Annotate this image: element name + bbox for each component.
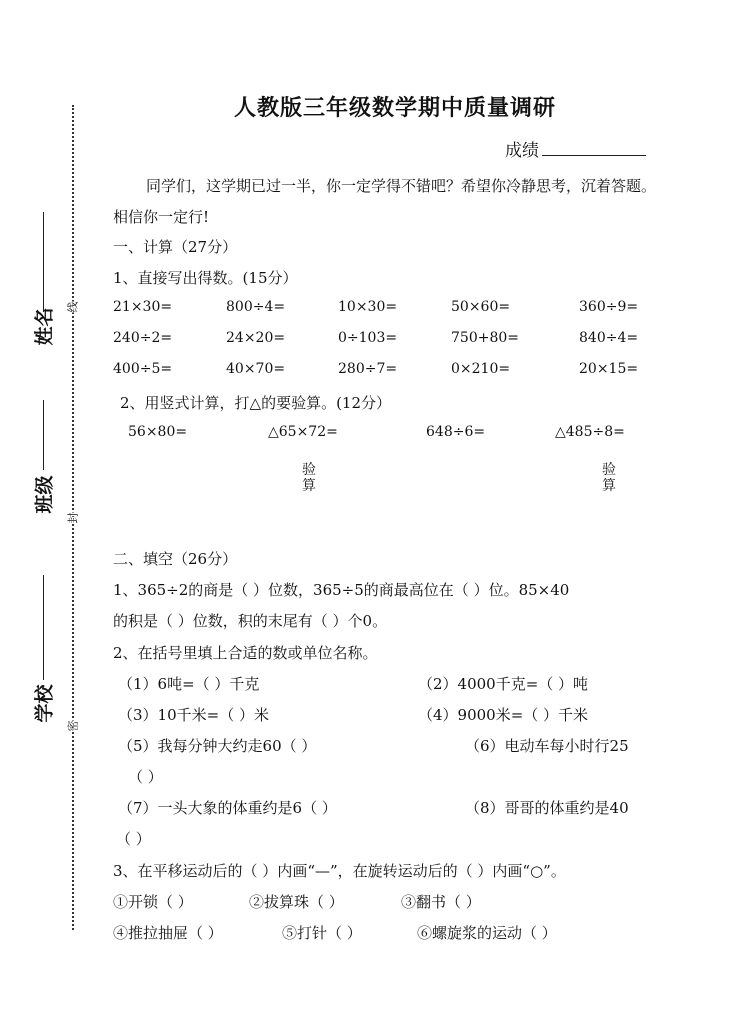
school-label: 学校 xyxy=(33,684,56,723)
seal-char-secret: 密 xyxy=(63,721,83,732)
motion-item: ③翻书（ ） xyxy=(401,893,481,911)
school-fill-line xyxy=(43,575,44,680)
calc-item: 360÷9= xyxy=(579,299,639,315)
calc-item: 40×70= xyxy=(226,361,286,377)
motion-item: ⑥螺旋浆的运动（ ） xyxy=(417,924,557,942)
calc-item: 400÷5= xyxy=(113,361,173,377)
section2-q3-heading: 3、在平移运动后的（ ）内画“—”，在旋转运动后的（ ）内画“○”。 xyxy=(113,862,566,880)
calc-item: 240÷2= xyxy=(113,330,173,346)
seal-char-line: 线 xyxy=(63,302,83,313)
calc-item: 800÷4= xyxy=(226,299,286,315)
fill-item: （2）4000千克=（ ）吨 xyxy=(418,675,589,693)
calc-item: 840÷4= xyxy=(579,330,639,346)
verify-label: 验算 xyxy=(302,462,316,494)
score-label: 成绩 xyxy=(505,141,539,161)
section1-heading: 一、计算（27分） xyxy=(113,238,238,256)
fill-item: （ ） xyxy=(128,768,163,786)
fill-item: （3）10千米=（ ）米 xyxy=(118,706,269,724)
fill-item: （7）一头大象的体重约是6（ ） xyxy=(118,799,337,817)
calc-item: 21×30= xyxy=(113,299,173,315)
section1-q2-heading: 2、用竖式计算，打△的要验算。(12分） xyxy=(120,394,392,412)
intro-line-2: 相信你一定行! xyxy=(113,208,210,226)
fill-item: （ ） xyxy=(116,830,151,848)
vertical-calc-item: 56×80= xyxy=(128,424,188,440)
calc-item: 24×20= xyxy=(226,330,286,346)
score-fill-line xyxy=(542,155,646,156)
vertical-calc-item: △485÷8= xyxy=(555,424,625,440)
fill-item: （6）电动车每小时行25 xyxy=(465,737,629,755)
section2-q1-line-2: 的积是（ ）位数，积的末尾有（ ）个0。 xyxy=(113,612,388,630)
section1-q1-heading: 1、直接写出得数。(15分） xyxy=(113,269,298,287)
fill-item: （1）6吨=（ ）千克 xyxy=(118,675,260,693)
verify-label: 验算 xyxy=(602,462,616,494)
calc-item: 20×15= xyxy=(579,361,639,377)
vertical-calc-item: △65×72= xyxy=(268,424,338,440)
seal-char-seal: 封 xyxy=(63,513,83,524)
name-label: 姓名 xyxy=(33,307,56,346)
calc-item: 50×60= xyxy=(451,299,511,315)
motion-item: ①开锁（ ） xyxy=(113,893,193,911)
calc-item: 0÷103= xyxy=(338,330,398,346)
name-fill-line xyxy=(43,212,44,312)
calc-item: 10×30= xyxy=(338,299,398,315)
calc-item: 0×210= xyxy=(451,361,511,377)
fill-item: （8）哥哥的体重约是40 xyxy=(465,799,629,817)
section2-heading: 二、填空（26分） xyxy=(113,550,238,568)
motion-item: ②拔算珠（ ） xyxy=(249,893,344,911)
section2-q1-line-1: 1、365÷2的商是（ ）位数，365÷5的商最高位在（ ）位。85×40 xyxy=(113,581,570,599)
fill-item: （5）我每分钟大约走60（ ） xyxy=(118,737,317,755)
page-title: 人教版三年级数学期中质量调研 xyxy=(234,95,557,121)
intro-line-1: 同学们，这学期已过一半，你一定学得不错吧？希望你冷静思考，沉着答题。 xyxy=(146,177,657,195)
vertical-calc-item: 648÷6= xyxy=(426,424,486,440)
section2-q2-heading: 2、在括号里填上合适的数或单位名称。 xyxy=(113,644,378,662)
fill-item: （4）9000米=（ ）千米 xyxy=(418,706,589,724)
class-fill-line xyxy=(43,400,44,470)
calc-item: 280÷7= xyxy=(338,361,398,377)
motion-item: ⑤打针（ ） xyxy=(282,924,362,942)
class-label: 班级 xyxy=(33,475,56,514)
motion-item: ④推拉抽屉（ ） xyxy=(113,924,223,942)
calc-item: 750+80= xyxy=(451,330,519,346)
